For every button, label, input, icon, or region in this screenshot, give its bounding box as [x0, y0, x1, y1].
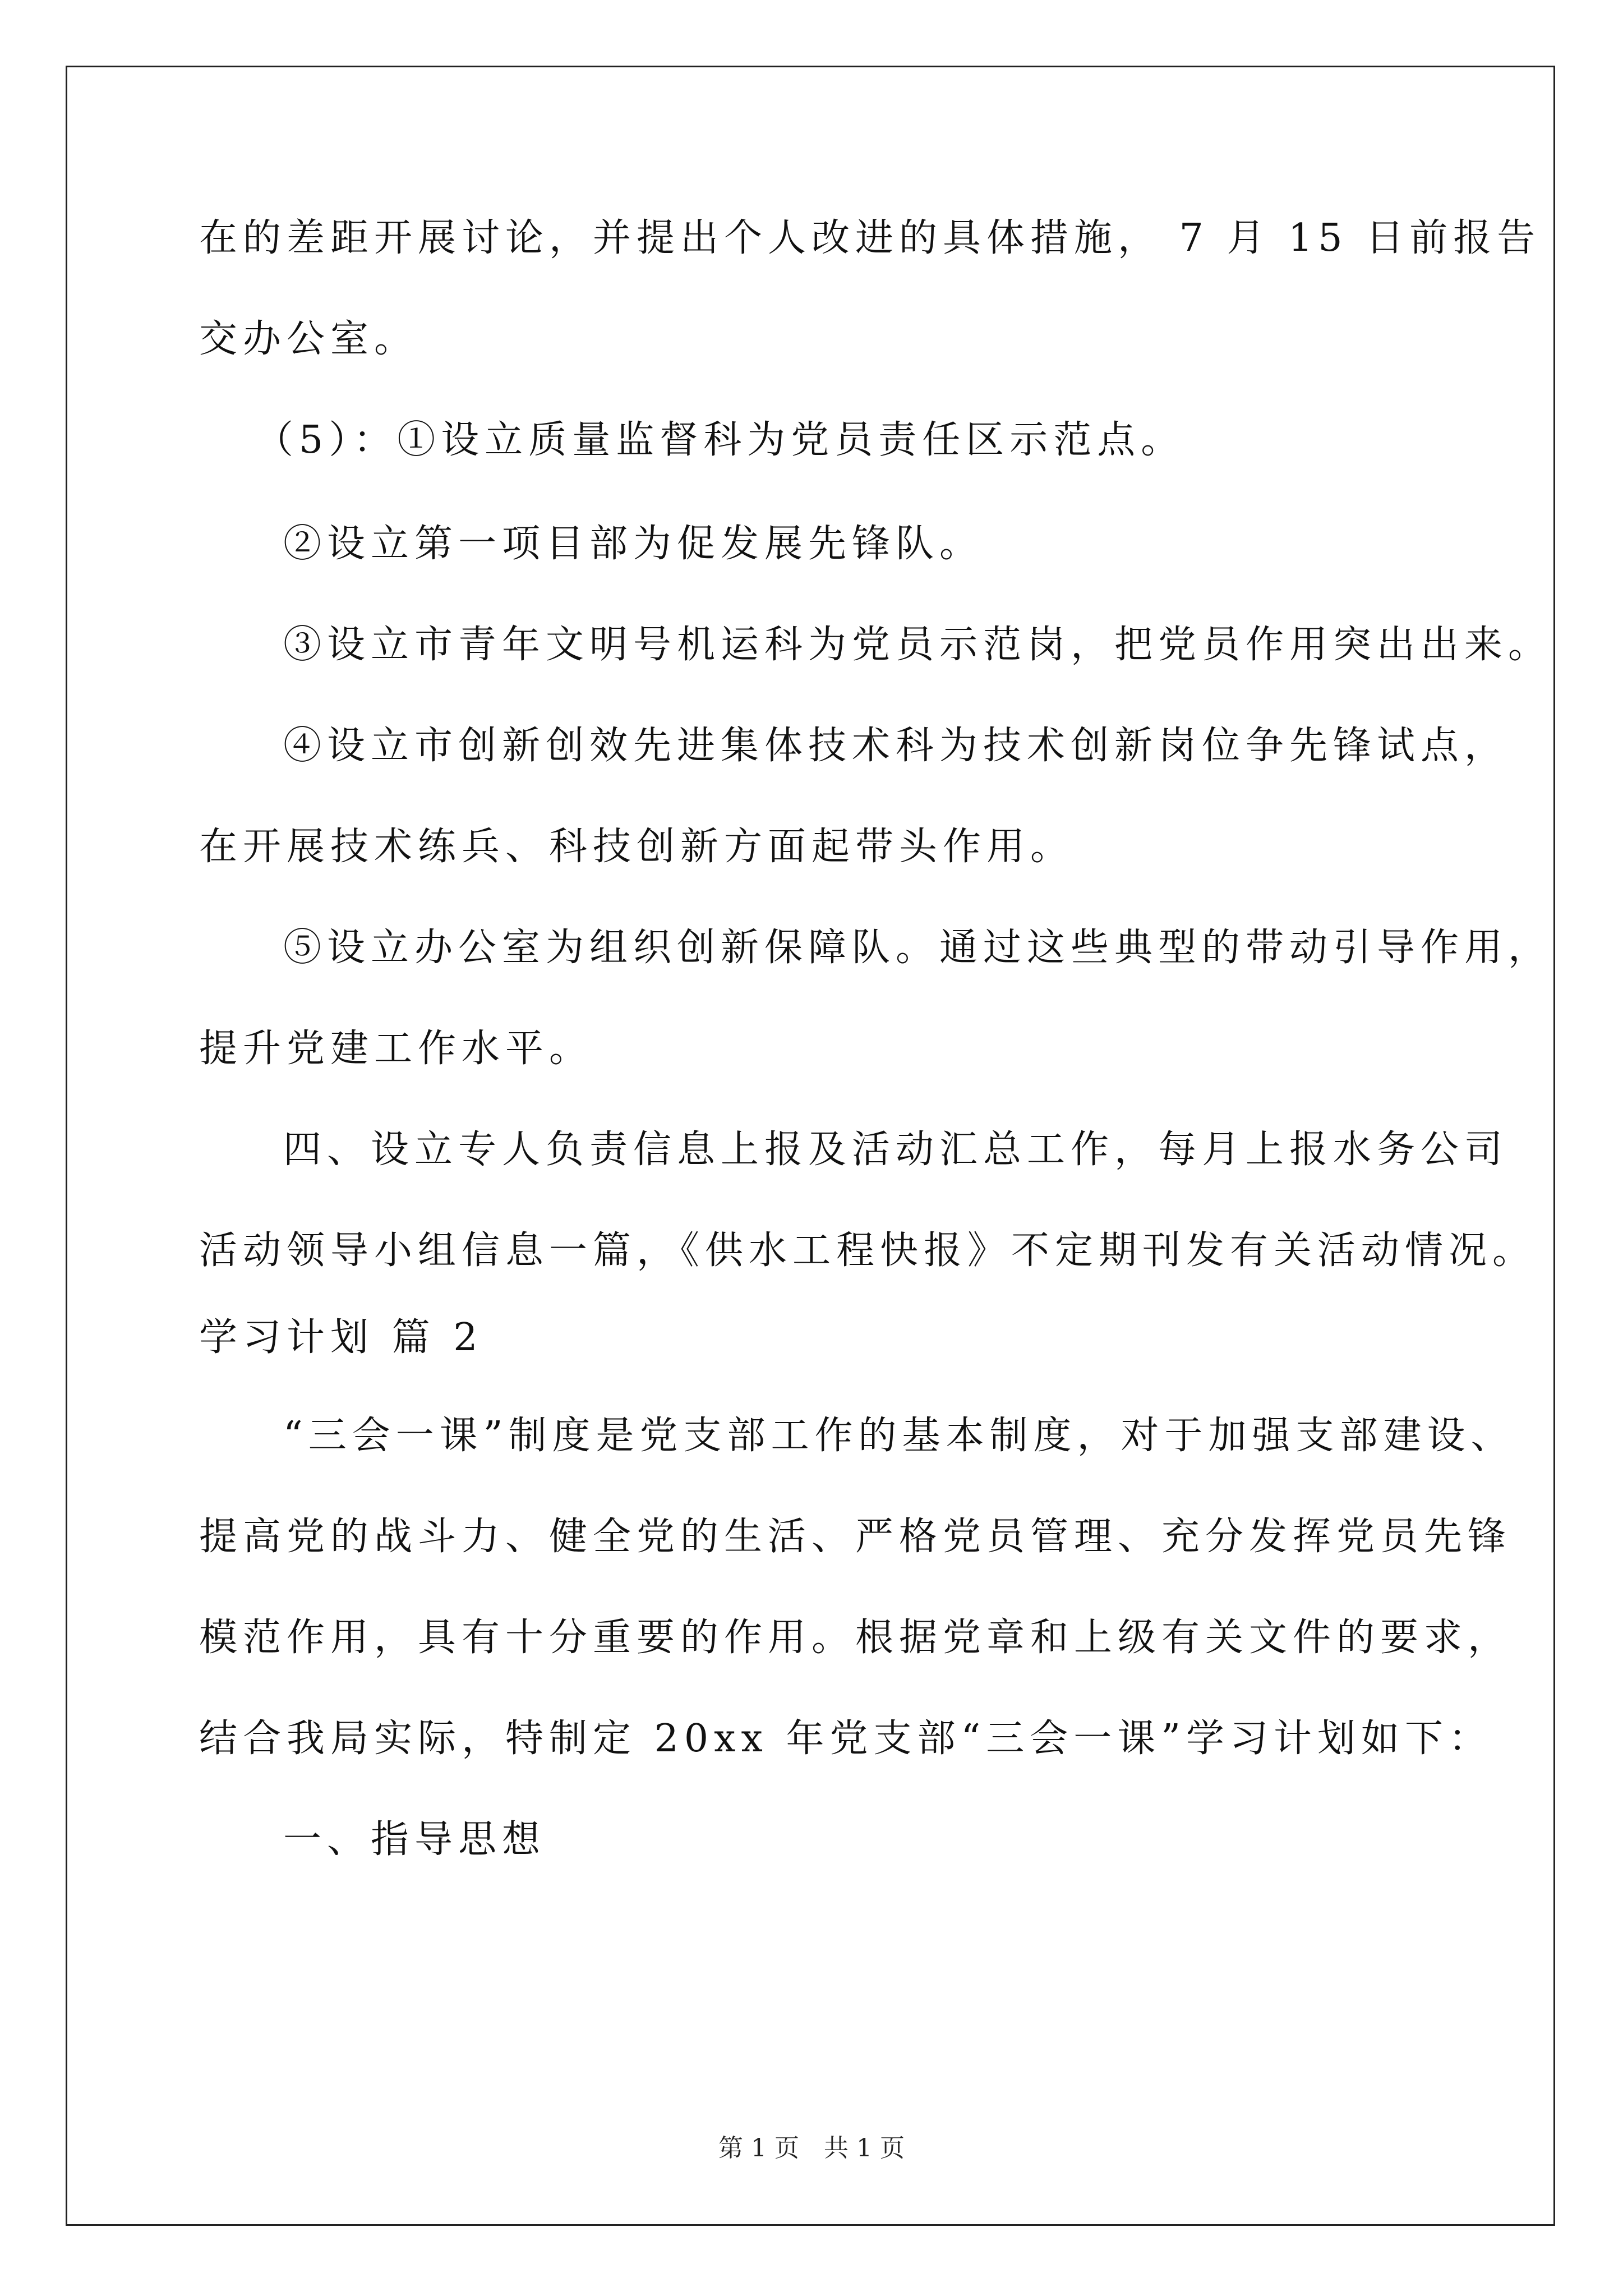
paragraph-line: ③设立市青年文明号机运科为党员示范岗，把党员作用突出出来。	[283, 623, 1552, 667]
paragraph-line: 提升党建工作水平。	[199, 1027, 593, 1071]
paragraph-line: 在开展技术练兵、科技创新方面起带头作用。	[199, 825, 1075, 869]
paragraph-line: ④设立市创新创效先进集体技术科为技术创新岗位争先锋试点，	[283, 724, 1509, 768]
paragraph-line: 模范作用，具有十分重要的作用。根据党章和上级有关文件的要求，	[199, 1616, 1512, 1660]
paragraph-line: 结合我局实际，特制定 20xx 年党支部“三会一课”学习计划如下：	[199, 1717, 1492, 1761]
paragraph-line: 四、设立专人负责信息上报及活动汇总工作，每月上报水务公司	[283, 1128, 1509, 1172]
paragraph-line: ②设立第一项目部为促发展先锋队。	[283, 522, 984, 566]
paragraph-line: 活动领导小组信息一篇，《供水工程快报》不定期刊发有关活动情况。	[199, 1228, 1537, 1273]
paragraph-line: “三会一课”制度是党支部工作的基本制度，对于加强支部建设、	[283, 1414, 1515, 1458]
page-footer: 第 1 页 共 1 页	[718, 2134, 905, 2162]
section-heading: 学习计划 篇 2	[199, 1315, 483, 1360]
paragraph-line: 提高党的战斗力、健全党的生活、严格党员管理、充分发挥党员先锋	[199, 1515, 1512, 1559]
subsection-heading: 一、指导思想	[283, 1818, 546, 1862]
paragraph-line: （5）：①设立质量监督科为党员责任区示范点。	[255, 418, 1185, 462]
paragraph-line: ⑤设立办公室为组织创新保障队。通过这些典型的带动引导作用，	[283, 926, 1552, 970]
paragraph-line: 在的差距开展讨论，并提出个人改进的具体措施， 7 月 15 日前报告	[199, 216, 1541, 260]
paragraph-line: 交办公室。	[199, 317, 418, 361]
